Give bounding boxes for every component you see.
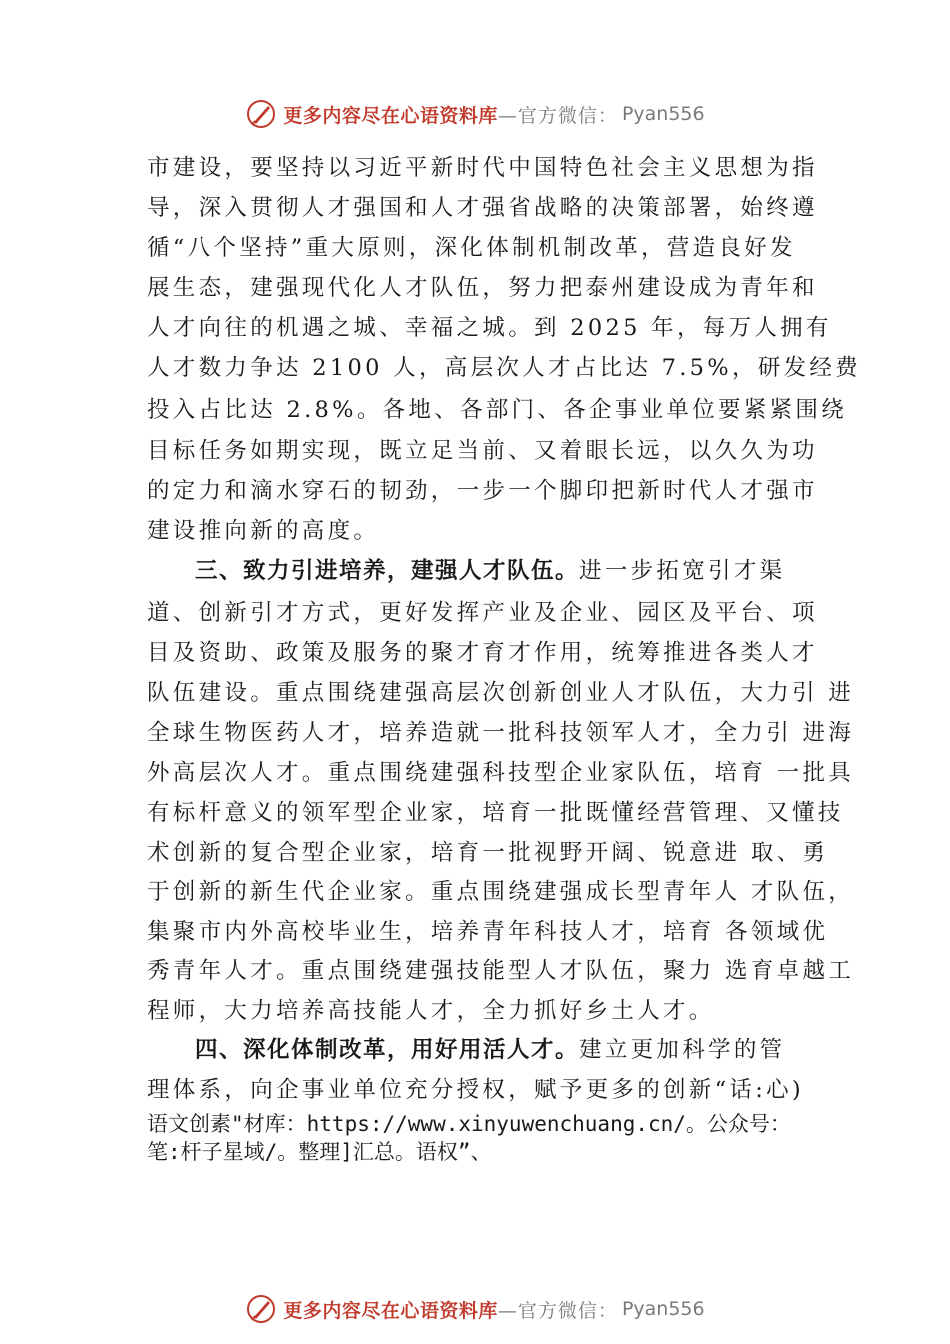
watermark-brand: 更多内容尽在心语资料库: [283, 104, 498, 127]
quill-logo-icon: [245, 98, 277, 130]
section-4-lead-text: 建立更加科学的管: [579, 1037, 786, 1063]
body-line: 市建设，要坚持以习近平新时代中国特色社会主义思想为指: [147, 155, 818, 181]
watermark-wechat: Pyan556: [621, 1298, 705, 1320]
watermark-separator: —官方微信：: [497, 1299, 618, 1322]
watermark-banner-top: [0, 92, 950, 136]
body-line: 道、创新引才方式，更好发挥产业及企业、园区及平台、项: [147, 600, 818, 626]
body-line: 建设推向新的高度。: [147, 518, 380, 544]
watermark-separator: —官方微信：: [497, 104, 618, 127]
section-3-heading: 三、致力引进培养，建强人才队伍。: [195, 558, 580, 584]
body-line: 队伍建设。重点围绕建强高层次创新创业人才队伍，大力引 进: [147, 680, 855, 706]
body-line: 有标杆意义的领军型企业家，培育一批既懂经营管理、又懂技: [147, 800, 844, 826]
body-line: 投入占比达 2.8%。各地、各部门、各企事业单位要紧紧围绕: [147, 397, 848, 423]
body-line: 目及资助、政策及服务的聚才育才作用，统筹推进各类人才: [147, 640, 818, 666]
body-line-mono: 笔:杆子星域/。整理]汇总。语权”、: [147, 1140, 492, 1164]
body-line: 人才向往的机遇之城、幸福之城。到 2025 年，每万人拥有: [147, 315, 832, 341]
quill-logo-icon: [245, 1293, 277, 1325]
section-3-lead-text: 进一步拓宽引才渠: [579, 558, 786, 584]
body-line: 的定力和滴水穿石的韧劲，一步一个脚印把新时代人才强市: [147, 478, 818, 504]
section-4-heading: 四、深化体制改革，用好用活人才。: [195, 1037, 580, 1063]
body-line: 导，深入贯彻人才强国和人才强省战略的决策部署，始终遵: [147, 195, 818, 221]
body-line: 理体系，向企事业单位充分授权，赋予更多的创新“话:心): [147, 1077, 804, 1103]
watermark-brand: 更多内容尽在心语资料库: [283, 1299, 498, 1322]
body-line: 外高层次人才。重点围绕建强科技型企业家队伍，培育 一批具: [147, 760, 855, 786]
body-line: 展生态，建强现代化人才队伍，努力把泰州建设成为青年和: [147, 275, 818, 301]
body-line: 循“八个坚持”重大原则，深化体制机制改革，营造良好发: [147, 235, 796, 261]
body-line: 于创新的新生代企业家。重点围绕建强成长型青年人 才队伍，: [147, 879, 855, 905]
body-line: 人才数力争达 2100 人，高层次人才占比达 7.5%，研发经费: [147, 355, 861, 381]
body-line-mono: 语文创素"材库：https://www.xinyuwenchuang.cn/。公众号：: [147, 1112, 791, 1136]
section-4-first-line: [195, 1030, 785, 1070]
section-3-first-line: [195, 551, 785, 591]
watermark-wechat: Pyan556: [621, 103, 705, 125]
body-line: 集聚市内外高校毕业生，培养青年科技人才，培育 各领域优: [147, 919, 829, 945]
body-line: 全球生物医药人才，培养造就一批科技领军人才，全力引 进海: [147, 720, 855, 746]
body-line: 秀青年人才。重点围绕建强技能型人才队伍，聚力 选育卓越工: [147, 958, 855, 984]
body-line: 目标任务如期实现，既立足当前、又着眼长远，以久久为功: [147, 438, 818, 464]
body-line: 术创新的复合型企业家，培育一批视野开阔、锐意进 取、勇: [147, 840, 829, 866]
body-line: 程师，大力培养高技能人才，全力抓好乡土人才。: [147, 998, 715, 1024]
watermark-banner-bottom: [0, 1287, 950, 1331]
